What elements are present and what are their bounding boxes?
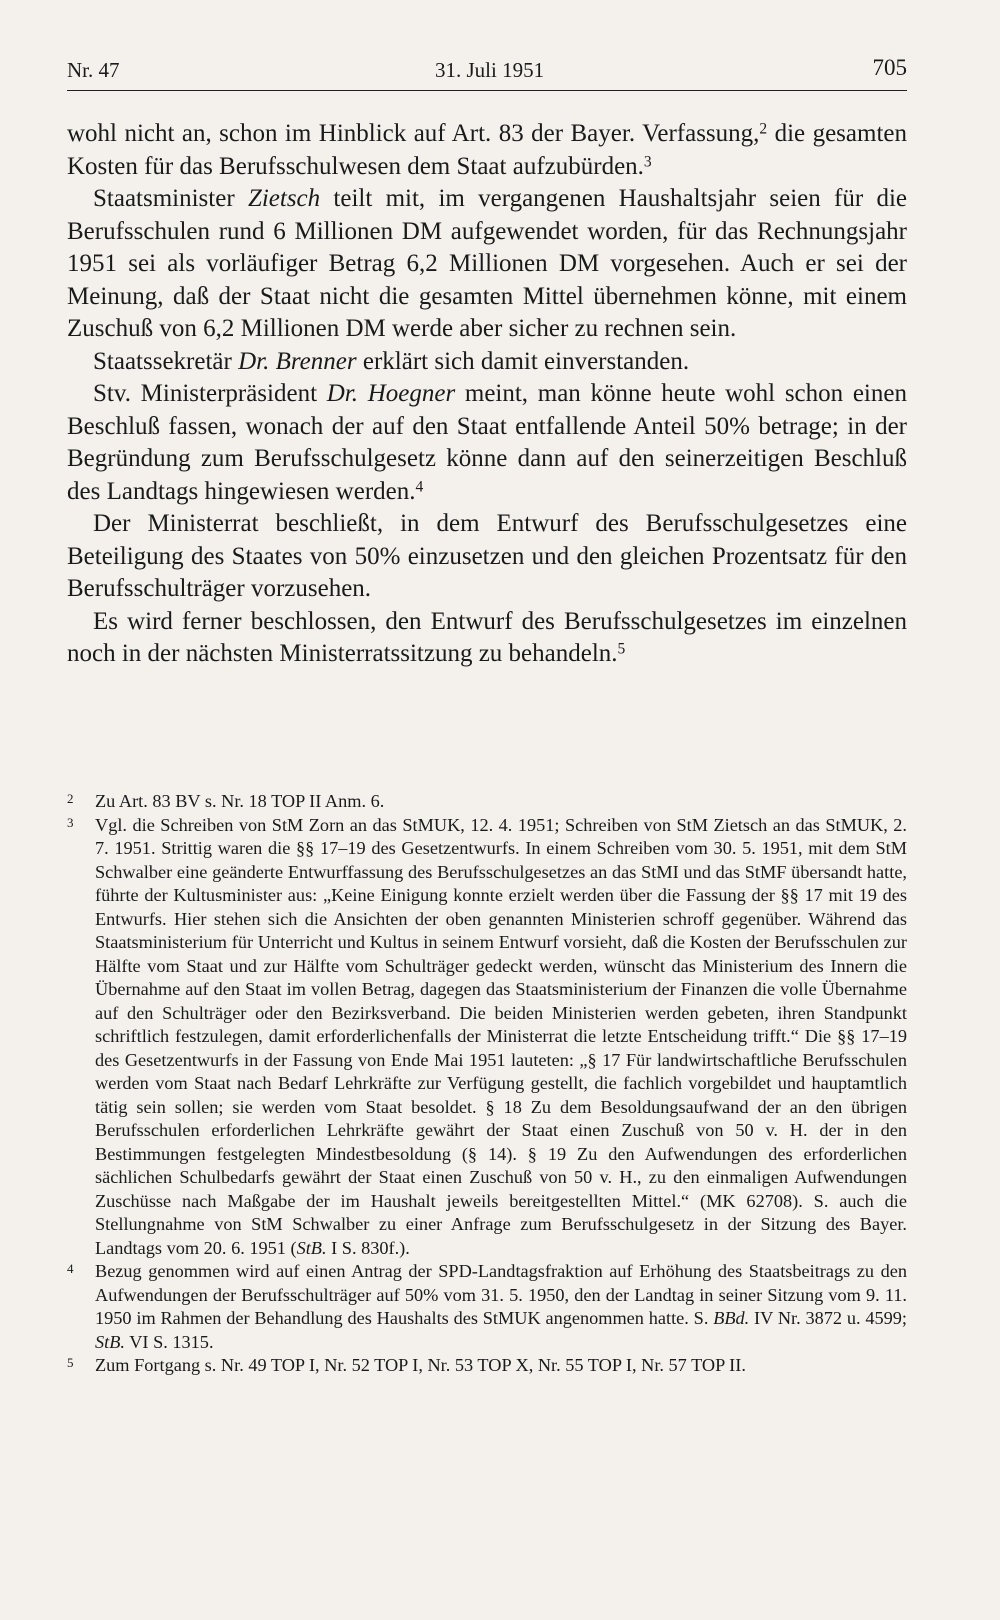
paragraph: Staatssekretär Dr. Brenner erklärt sich damit einverstanden. — [93, 347, 690, 375]
footnote-number: 3 — [67, 814, 74, 830]
footnote-ref[interactable]: 4 — [415, 477, 424, 495]
footnote-number: 4 — [67, 1261, 74, 1276]
footnote-ref[interactable]: 5 — [617, 640, 626, 658]
speaker-name: Zietsch — [247, 185, 321, 212]
footnote-number: 2 — [67, 791, 74, 806]
footnotes — [67, 790, 907, 1378]
footnote: 3 Vgl. die Schreiben von StM Zorn an das StMUK, 12. 4. 1951; Schreiben von StM Zietsch an das StMUK, 2. 7. 1951. Strittig waren die §§ 17–19 des Gesetzentwurfs. In einem Schreiben vom 30. 5. 1951, mit dem StM Schwalber eine geänderte Entwurffassung des Berufsschulgesetzes an das StMI und das StMF übersandt hatte, führte der Kultusminister aus: „Keine Einigung konnte erzielt werden über die Fassung der §§ 17 mit 19 des Entwurfs. Hier stehen sich die Ansichten der oben genannten Ministerien schroff gegenüber. Während das Staatsministerium für Unterricht und Kultus in seinem Entwurf vorsieht, daß die Kosten der Berufsschulen zur Hälfte vom Staat und zur Hälfte vom Schulträger gedeckt werden, wünscht das Ministerium des Innern die Übernahme auf den Staat im vollen Betrag, dagegen das Staatsministerium der Finanzen die volle Übernahme auf den Schulträger oder den Bezirksverband. Die beiden Ministerien werden gebeten, ihren Standpunkt schriftlich festzulegen, damit erforderlichenfalls der Ministerrat die letzte Entscheidung trifft.“ Die §§ 17–19 des Gesetzentwurfs in der Fassung von Ende Mai 1951 lauteten: „§ 17 Für landwirtschaftliche Berufsschulen werden vom Staat nach Bedarf Lehrkräfte zur Verfügung gestellt, die fachlich vorgebildet und hauptamtlich tätig sein sollen; sie werden vom Staat besoldet. § 18 Zu dem Besoldungsaufwand der an den übrigen Berufsschulen erforderlichen Lehrkräfte gewährt der Staat einen Zuschuß von 50 v. H. der in den Bestimmungen festgelegten Mindestbesoldung (§ 14). § 19 Zu den Aufwendungen des erforderlichen sächlichen Schulbedarfs gewährt der Staat einen Zuschuß von 50 v. H., zu den einmaligen Aufwendungen Zuschüsse nach Maßgabe der im Haushalt jeweils bereitgestellten Mittel.“ (MK 62708). S. auch die Stellungnahme von StM Schwalber zu einer Anfrage zum Berufsschulgesetz in der Sitzung des Bayer. Landtags vom 20. 6. 1951 (StB. I S. 830f.). — [67, 814, 907, 1261]
footnote-ref[interactable]: 3 — [643, 152, 652, 170]
running-header — [67, 54, 907, 88]
paragraph: wohl nicht an, schon im Hinblick auf Art. 83 der Bayer. Verfassung,$^2$ die gesamten Kosten für das Berufsschulwesen dem Staat aufzubürden.$^3$ — [67, 120, 907, 180]
paragraph: Der Ministerrat beschließt, in dem Entwurf des Berufsschulgesetzes eine Beteiligung des Staates von 50% einzusetzen und den gleichen Prozentsatz für den Berufsschulträger vorzusehen. — [67, 510, 907, 602]
footnote: 4 Bezug genommen wird auf einen Antrag der SPD-Landtagsfraktion auf Erhöhung des Staatsbeitrags zu den Aufwendungen der Berufsschulträger auf 50% vom 31. 5. 1950, den der Landtag in seiner Sitzung vom 9. 11. 1950 im Rahmen der Behandlung des Haushalts des StMUK angenommen hatte. S. BBd. IV Nr. 3872 u. 4599; StB. VI S. 1315. — [67, 1260, 907, 1354]
footnote: 5 Zum Fortgang s. Nr. 49 TOP I, Nr. 52 TOP I, Nr. 53 TOP X, Nr. 55 TOP I, Nr. 57 TOP II. — [67, 1354, 907, 1378]
footnote-ref[interactable]: 2 — [759, 120, 768, 138]
header-rule — [67, 90, 907, 91]
page-number: 705 — [872, 55, 907, 80]
main-text — [67, 118, 907, 671]
speaker-name: Dr. Hoegner — [326, 380, 456, 407]
speaker-name: Dr. Brenner — [238, 347, 357, 375]
header-date: 31. Juli 1951 — [435, 58, 545, 82]
document-number: Nr. 47 — [67, 58, 120, 82]
paragraph: Es wird ferner beschlossen, den Entwurf des Berufsschulgesetzes im einzelnen noch in der nächsten Ministerratssitzung zu behandeln.$^5$ — [67, 607, 907, 667]
paragraph: Staatsminister Zietsch teilt mit, im vergangenen Haushaltsjahr seien für die Berufsschulen rund 6 Millionen DM aufgewendet worden, für das Rechnungsjahr 1951 sei als vorläufiger Betrag 6,2 Millionen DM vorgesehen. Auch er sei der Meinung, daß der Staat nicht die gesamten Mittel übernehmen könne, mit einem Zuschuß von 6,2 Millionen DM werde aber sicher zu rechnen sein. — [67, 185, 908, 342]
paragraph: Stv. Ministerpräsident Dr. Hoegner meint, man könne heute wohl schon einen Beschluß fassen, wonach der auf den Staat entfallende Anteil 50% betrage; in der Begründung zum Berufsschulgesetz könne dann auf den seinerzeitigen Beschluß des Landtags hingewiesen werden.$^4$ — [67, 380, 907, 505]
footnote-number: 5 — [67, 1355, 74, 1370]
footnote: 2 Zu Art. 83 BV s. Nr. 18 TOP II Anm. 6. — [67, 790, 907, 814]
